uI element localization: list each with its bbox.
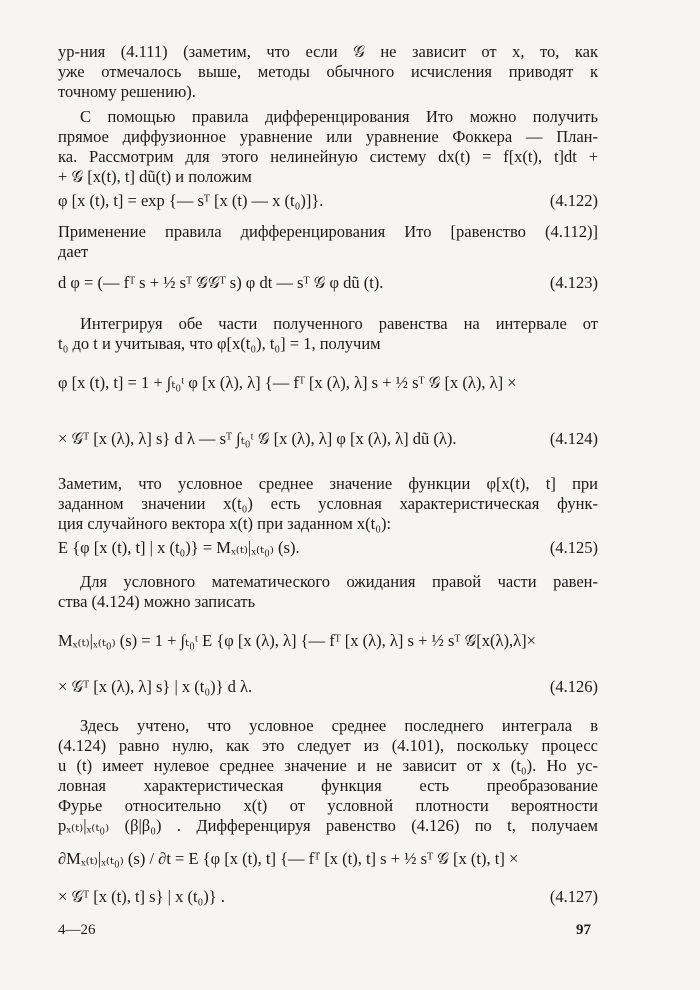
text-line: (4.124) равно нулю, как это следует из (4.101), поскольку процесс bbox=[58, 736, 598, 755]
equation-body: × 𝒢ᵀ [x (t), t] s} | x (t₀)} . bbox=[58, 887, 225, 906]
text-line: точному решению). bbox=[58, 82, 196, 101]
text-line: прямое диффузионное уравнение или уравнение Фоккера — План- bbox=[58, 127, 598, 146]
equation-body: ∂Mₓ₍ₜ₎|ₓ₍ₜ₀₎ (s) / ∂t = E {φ [x (t), t] {— fᵀ [x (t), t] s + ½ sᵀ 𝒢 [x (t), t] × bbox=[58, 849, 519, 868]
equation-4-127-line-2 bbox=[58, 886, 598, 908]
text-line: Здесь учтено, что условное среднее последнего интеграла в bbox=[80, 716, 598, 735]
equation-body: d φ = (— fᵀ s + ½ sᵀ 𝒢𝒢ᵀ s) φ dt — sᵀ 𝒢 φ dũ (t). bbox=[58, 273, 384, 292]
equation-body: E {φ [x (t), t] | x (t₀)} = Mₓ₍ₜ₎|ₓ₍ₜ₀₎ (s). bbox=[58, 538, 300, 557]
equation-number: (4.123) bbox=[549, 273, 598, 292]
text-line: t₀ до t и учитывая, что φ[x(t₀), t₀] = 1, получим bbox=[58, 334, 381, 353]
equation-4-124-line-2 bbox=[58, 428, 598, 450]
equation-number: (4.125) bbox=[549, 538, 598, 557]
printer-signature: 4—26 bbox=[58, 922, 96, 938]
text-line: дает bbox=[58, 242, 89, 261]
text-line: pₓ₍ₜ₎|ₓ₍ₜ₀₎ (β|β₀) . Дифференцируя равенство (4.126) по t, получаем bbox=[58, 816, 598, 835]
equation-body: × 𝒢ᵀ [x (λ), λ] s} d λ — sᵀ ∫ₜ₀ᵗ 𝒢 [x (λ), λ] φ [x (λ), λ] dũ (λ). bbox=[58, 429, 457, 448]
text-line: + 𝒢 [x(t), t] dũ(t) и положим bbox=[58, 167, 252, 186]
text-line: u (t) имеет нулевое среднее значение и не зависит от x (t₀). Но ус- bbox=[58, 756, 598, 775]
equation-4-127-line-1 bbox=[58, 848, 598, 870]
page-number: 97 bbox=[576, 922, 591, 938]
equation-4-124-line-1 bbox=[58, 372, 598, 394]
equation-4-125 bbox=[58, 537, 598, 559]
text-line: заданном значении x(t₀) есть условная характеристическая функ- bbox=[58, 494, 598, 513]
text-line: Фурье относительно x(t) от условной плотности вероятности bbox=[58, 796, 598, 815]
equation-4-123 bbox=[58, 272, 598, 294]
text-line: Заметим, что условное среднее значение функции φ[x(t), t] при bbox=[58, 474, 598, 493]
equation-number: (4.126) bbox=[549, 677, 598, 696]
text-line: Применение правила дифференцирования Ито [равенство (4.112)] bbox=[58, 222, 598, 241]
text-line: Для условного математического ожидания правой части равен- bbox=[80, 572, 598, 591]
equation-number: (4.122) bbox=[549, 191, 598, 210]
equation-body: × 𝒢ᵀ [x (λ), λ] s} | x (t₀)} d λ. bbox=[58, 677, 253, 696]
equation-body: Mₓ₍ₜ₎|ₓ₍ₜ₀₎ (s) = 1 + ∫ₜ₀ᵗ E {φ [x (λ), λ] {— fᵀ [x (λ), λ] s + ½ sᵀ 𝒢[x(λ),λ]× bbox=[58, 631, 536, 650]
text-line: ур-ния (4.111) (заметим, что если 𝒢 не зависит от x, то, как bbox=[58, 42, 598, 61]
text-line: ция случайного вектора x(t) при заданном x(t₀): bbox=[58, 514, 392, 533]
text-line: Интегрируя обе части полученного равенства на интервале от bbox=[80, 314, 598, 333]
equation-body: φ [x (t), t] = 1 + ∫ₜ₀ᵗ φ [x (λ), λ] {— fᵀ [x (λ), λ] s + ½ sᵀ 𝒢 [x (λ), λ] × bbox=[58, 373, 517, 392]
equation-number: (4.127) bbox=[549, 887, 598, 906]
equation-number: (4.124) bbox=[549, 429, 598, 448]
text-line: ловная характеристическая функция есть преобразование bbox=[58, 776, 598, 795]
equation-4-126-line-2 bbox=[58, 676, 598, 698]
equation-body: φ [x (t), t] = exp {— sᵀ [x (t) — x (t₀)]}. bbox=[58, 191, 324, 210]
text-line: ства (4.124) можно записать bbox=[58, 592, 256, 611]
equation-4-122 bbox=[58, 190, 598, 212]
text-line: С помощью правила дифференцирования Ито можно получить bbox=[80, 107, 598, 126]
text-line: уже отмечалось выше, методы обычного исчисления приводят к bbox=[58, 62, 598, 81]
equation-4-126-line-1 bbox=[58, 630, 598, 652]
text-line: ка. Рассмотрим для этого нелинейную систему dx(t) = f[x(t), t]dt + bbox=[58, 147, 598, 166]
